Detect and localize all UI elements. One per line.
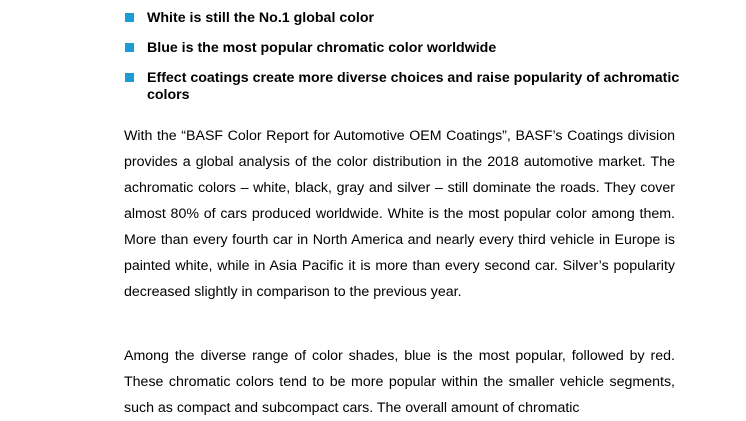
- highlight-item: [124, 70, 684, 104]
- bullet-square-icon: [125, 73, 134, 82]
- highlight-text: White is still the No.1 global color: [147, 10, 375, 26]
- highlight-text: Blue is the most popular chromatic color worldwide: [147, 40, 497, 56]
- bullet-square-icon: [125, 13, 134, 22]
- highlight-item: [124, 10, 684, 27]
- highlight-item: [124, 40, 684, 57]
- bullet-square-icon: [125, 43, 134, 52]
- highlight-text: Effect coatings create more diverse choices and raise popularity of achromatic colors: [147, 70, 680, 103]
- body-paragraph-2: Among the diverse range of color shades, blue is the most popular, followed by red. These chromatic colors tend to be more popular within the smaller vehicle segments, such as compact and subcompact cars. The overall amount of chromatic: [124, 348, 675, 416]
- highlights-list: [124, 10, 684, 117]
- body-paragraph-1: With the “BASF Color Report for Automotive OEM Coatings”, BASF’s Coatings division provides a global analysis of the color distribution in the 2018 automotive market. The achromatic colors – white, black, gray and silver – still dominate the roads. They cover almost 80% of cars produced worldwide. White is the most popular color among them. More than every fourth car in North America and nearly every third vehicle in Europe is painted white, while in Asia Pacific it is more than every second car. Silver’s popularity decreased slightly in comparison to the previous year.: [124, 128, 675, 300]
